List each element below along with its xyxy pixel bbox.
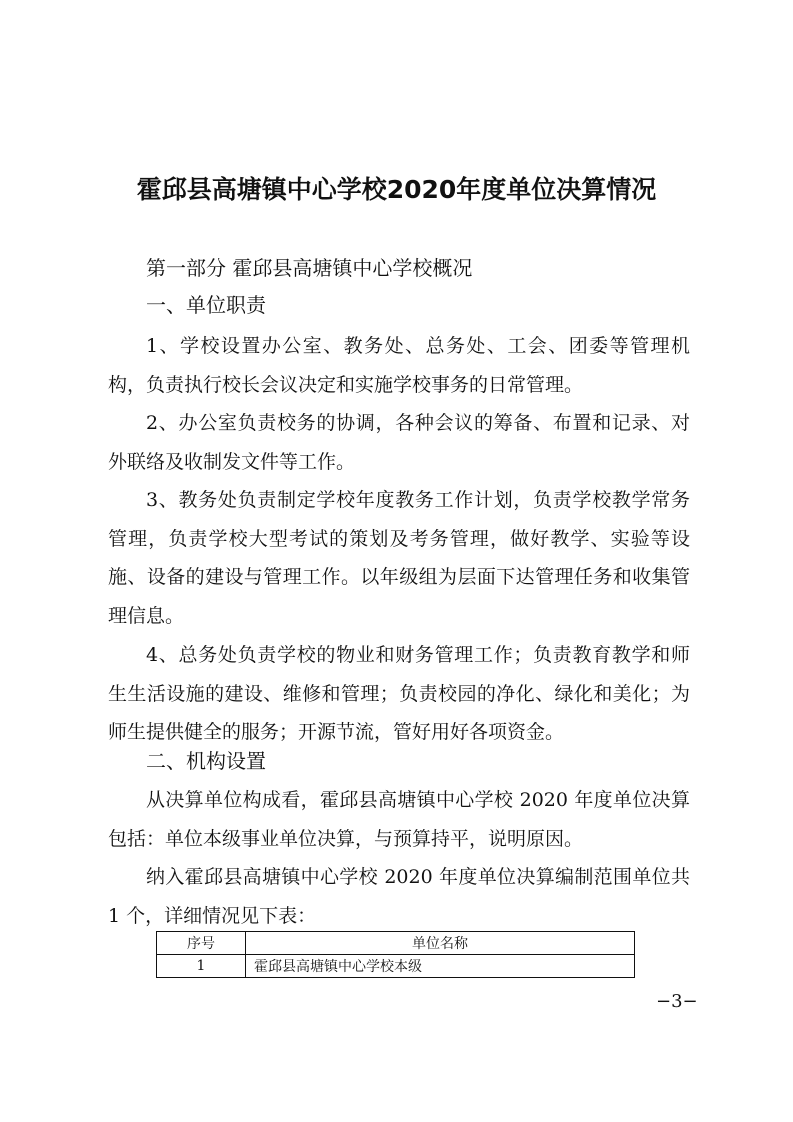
table-header-row <box>157 932 635 955</box>
unit-table <box>156 931 635 978</box>
page-number: −3− <box>656 991 698 1012</box>
paragraph-duty-2: 2、办公室负责校务的协调，各种会议的筹备、布置和记录、对外联络及收制发文件等工作。 <box>108 412 690 473</box>
paragraph-duty-4: 4、总务处负责学校的物业和财务管理工作；负责教育教学和师生生活设施的建设、维修和管理；负责校园的净化、绿化和美化；为师生提供健全的服务；开源节流，管好用好各项资金。 <box>108 644 690 744</box>
table-header-serial: 序号 <box>157 932 246 955</box>
paragraph-duty-3: 3、教务处负责制定学校年度教务工作计划，负责学校教学常务管理，负责学校大型考试的策划及考务管理，做好教学、实验等设施、设备的建设与管理工作。以年级组为层面下达管理任务和收集管理信息。 <box>108 489 690 627</box>
table-cell-unit-name: 霍邱县高塘镇中心学校本级 <box>246 955 635 978</box>
page-title: 霍邱县高塘镇中心学校2020年度单位决算情况 <box>136 175 657 204</box>
table-header-unit-name: 单位名称 <box>246 932 635 955</box>
paragraph-structure-1: 从决算单位构成看，霍邱县高塘镇中心学校 2020 年度单位决算包括：单位本级事业单位决算，与预算持平，说明原因。 <box>108 789 690 850</box>
section-heading-structure: 二、机构设置 <box>146 749 266 773</box>
paragraph-duty-1: 1、学校设置办公室、教务处、总务处、工会、团委等管理机构，负责执行校长会议决定和实施学校事务的日常管理。 <box>108 335 690 396</box>
part-heading: 第一部分 霍邱县高塘镇中心学校概况 <box>146 256 473 280</box>
paragraph-structure-2: 纳入霍邱县高塘镇中心学校 2020 年度单位决算编制范围单位共 1 个，详细情况见下表： <box>108 866 690 927</box>
section-heading-duties: 一、单位职责 <box>146 293 266 317</box>
table-row <box>157 955 635 978</box>
table-cell-serial: 1 <box>157 955 246 978</box>
